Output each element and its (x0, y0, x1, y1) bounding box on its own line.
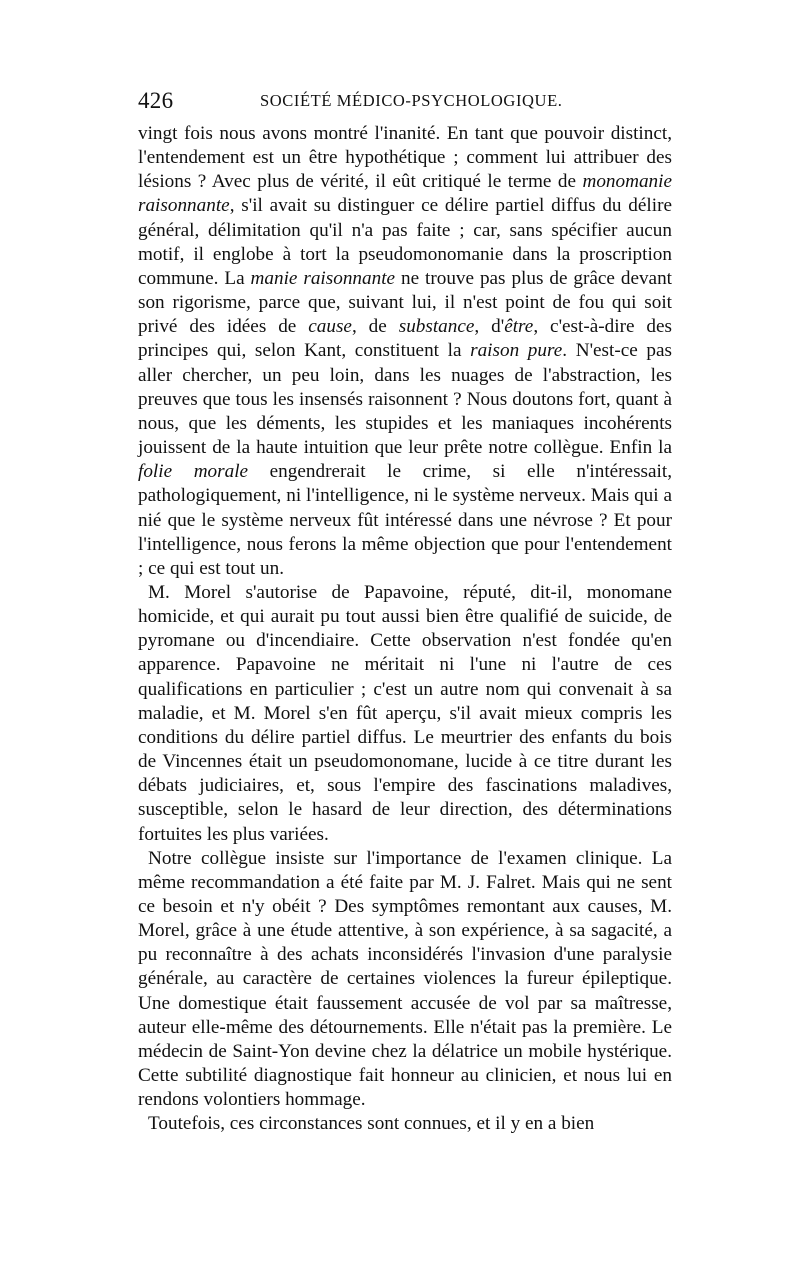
text-segment: , c'est-à-dire des principes qui, selon Kant, constituent la (138, 316, 672, 362)
text-segment: Toutefois, ces circonstances sont connues, et il y en a bien (148, 1113, 595, 1135)
text-segment: , s'il avait su distinguer ce délire partiel diffus du délire général, délimitation qu'il n'a pas faite ; car, sans spécifier aucun motif, il englobe à tort la pseudomonomanie dans la proscription commune. La (138, 195, 672, 289)
italic-text-segment: cause (308, 316, 352, 338)
text-segment: , d' (474, 316, 505, 338)
paragraph-3 (138, 847, 672, 1113)
text-segment: , de (351, 316, 399, 338)
running-head: SOCIÉTÉ MÉDICO-PSYCHOLOGIQUE. (260, 91, 563, 110)
italic-text-segment: substance (398, 316, 475, 338)
italic-text-segment: folie morale (138, 461, 249, 483)
text-segment: vingt fois nous avons montré l'inanité. En tant que pouvoir distinct, l'entendement est un être hypothétique ; comment lui attribuer des lésions ? Avec plus de vérité, il eût critiqué le terme de (138, 123, 672, 193)
text-segment: M. Morel s'autorise de Papavoine, réputé, dit-il, monomane homicide, et qui aurait pu tout aussi bien être qualifié de suicide, de pyromane ou d'incendiaire. Cette observation n'est fondée qu'en apparence. Papavoine ne méritait ni l'une ni l'autre de ces qualifications en particulier ; c'est un autre nom qui convenait à sa maladie, et M. Morel s'en fût aperçu, s'il avait mieux compris les conditions du délire partiel diffus. Le meurtrier des enfants du bois de Vincennes était un pseudomonomane, lucide à ce titre durant les débats judiciaires, et, sous l'empire des fascinations maladives, susceptible, selon le hasard de leur direction, des déterminations fortuites les plus variées. (138, 581, 672, 845)
paragraph-4 (138, 1112, 672, 1136)
body-text (138, 122, 672, 1137)
italic-text-segment: manie raisonnante (250, 267, 396, 289)
book-page (138, 88, 672, 1137)
page-number: 426 (138, 88, 174, 113)
text-segment: Notre collègue insiste sur l'importance de l'examen clinique. La même recommandation a été faite par M. J. Falret. Mais qui ne sent ce besoin et n'y obéit ? Des symptômes remontant aux causes, M. Morel, grâce à une étude attentive, à son expérience, à sa sagacité, a pu reconnaître à des achats inconsidérés l'invasion d'une paralysie générale, au caractère de certaines violences la fureur épileptique. Une domestique était faussement accusée de vol par sa maîtresse, auteur elle-même des détournements. Elle n'était pas la première. Le médecin de Saint-Yon devine chez la délatrice un mobile hystérique. Cette subtilité diagnostique fait honneur au clinicien, et nous lui en rendons volontiers hommage. (138, 847, 672, 1111)
italic-text-segment: monomanie raisonnante (138, 171, 672, 217)
page-header (138, 88, 672, 122)
paragraph-2 (138, 581, 672, 847)
paragraph-1 (138, 122, 672, 581)
text-segment: ne trouve pas plus de grâce devant son rigorisme, parce que, suivant lui, il n'est point de fou qui soit privé des idées de (138, 267, 672, 338)
text-segment: engendrerait le crime, si elle n'intéressait, pathologiquement, ni l'intelligence, ni le système nerveux. Mais qui a nié que le système nerveux fût intéressé dans une névrose ? Et pour l'intelligence, nous ferons la même objection que pour l'entendement ; ce qui est tout un. (138, 461, 672, 579)
italic-text-segment: raison pure (470, 340, 563, 362)
text-segment: . N'est-ce pas aller chercher, un peu loin, dans les nuages de l'abstraction, les preuves que tous les insensés raisonnent ? Nous doutons fort, quant à nous, que les déments, les stupides et les maniaques incohérents jouissent de la haute intuition que leur prête notre collègue. Enfin la (138, 340, 672, 459)
italic-text-segment: être (504, 316, 534, 338)
